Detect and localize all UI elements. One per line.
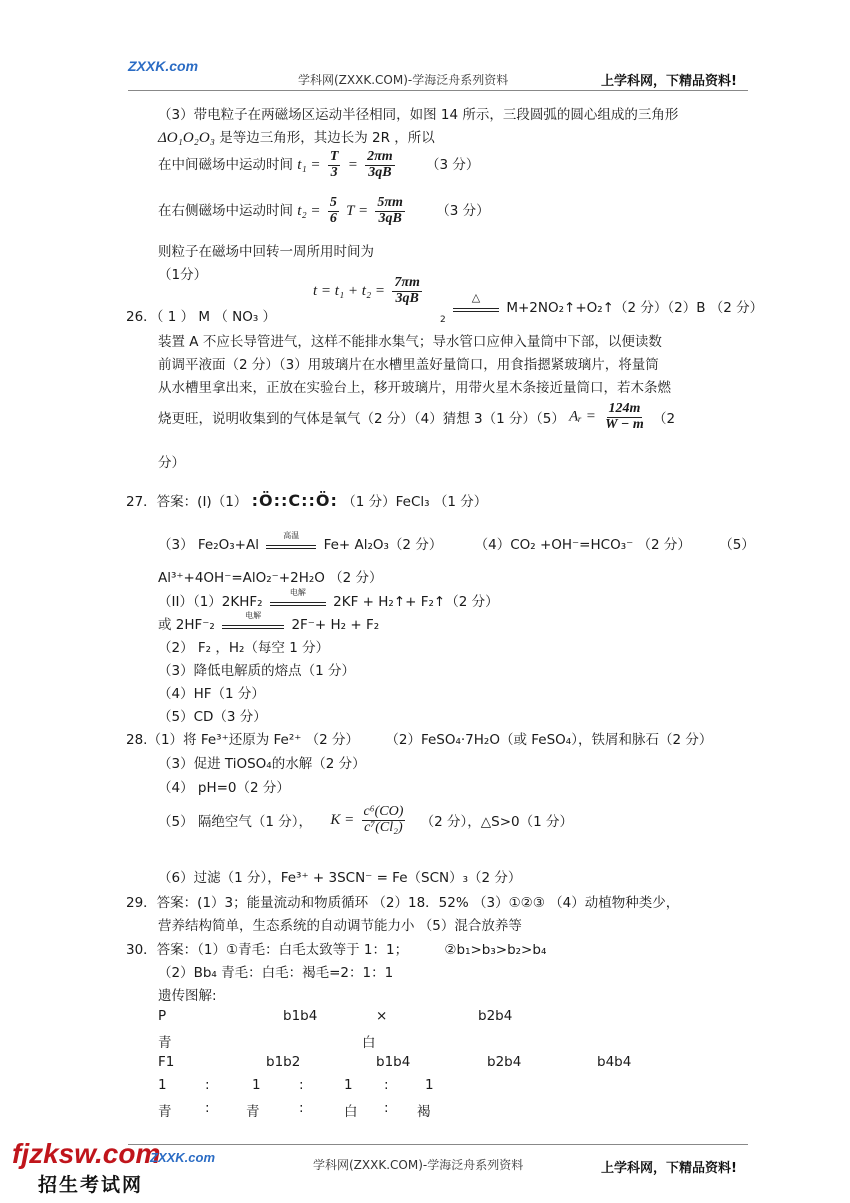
- q28-l1-a: 28.（1）将 Fe³⁺还原为 Fe²⁺ （2 分）: [126, 732, 360, 748]
- q30-l1-a: 30．答案：（1）①青毛：白毛太致等于 1：1；: [126, 942, 409, 958]
- q26-line5-text: 烧更旺，说明收集到的气体是氧气（2 分）（4）猜想 3（1 分）（5）: [158, 411, 565, 428]
- footer-logo: ZXXK.com: [150, 1150, 216, 1165]
- delta-symbol: △: [471, 291, 481, 304]
- q27-l5-a: （II）（1）2KHF₂: [158, 594, 263, 610]
- ratio-sep-3: :: [384, 1077, 389, 1093]
- right-f2-den: 3qB: [378, 210, 402, 226]
- q26-line5: [158, 402, 675, 432]
- Ar-symbol: Aᵣ =: [569, 408, 596, 425]
- ratio-sep-1: :: [205, 1077, 210, 1093]
- right-t: t₂ =: [297, 203, 321, 220]
- right-fraction-2: [375, 196, 405, 226]
- mid-f1-num: T: [329, 149, 339, 164]
- cross-symbol: ×: [376, 1008, 388, 1024]
- mid-fraction-1: [328, 150, 341, 180]
- f1-genotype-3: b2b4: [487, 1054, 522, 1070]
- q28-line2: （3）促进 TiOSO₄的水解（2 分）: [158, 756, 366, 772]
- footer-rule: [128, 1144, 748, 1145]
- K-fraction: [362, 805, 406, 835]
- q25-total-score: （1分）: [158, 267, 208, 283]
- phen-1: 青: [158, 1104, 172, 1120]
- q27-l6-a: 或 2HF⁻₂: [158, 617, 215, 633]
- footer-center-text: 学科网(ZXXK.COM)-学海泛舟系列资料: [313, 1158, 524, 1172]
- footer-watermark-cn: 招生考试网: [38, 1174, 144, 1196]
- q26-line4: 从水槽里拿出来，正放在实验台上，移开玻璃片，用带火星木条接近量筒口，若木条燃: [158, 380, 671, 396]
- q27-l3-b: Fe+ Al₂O₃（2 分）: [323, 537, 443, 553]
- total-num: 7πm: [394, 275, 420, 290]
- q27-line7: （2） F₂ ，H₂（每空 1 分）: [158, 640, 330, 656]
- q26-lead: 26．（ 1 ） M （ NO₃ ）: [126, 309, 277, 325]
- right-T: T =: [346, 203, 369, 220]
- q27-l3-d: （5）: [719, 537, 755, 553]
- electrolysis-arrow-2: [222, 611, 284, 633]
- right-f1-den: 6: [329, 210, 337, 226]
- p-phenotype-2: 白: [362, 1035, 376, 1051]
- mid-f2-num: 2πm: [367, 149, 393, 164]
- q27-l3-a: （3） Fe₂O₃+Al: [158, 537, 259, 553]
- q26-equation: [440, 291, 764, 325]
- total-fraction: [392, 276, 422, 306]
- p-genotype-2: b2b4: [478, 1008, 513, 1024]
- header-right-text: 上学科网，下精品资料!: [601, 74, 737, 89]
- q28-l4-a: （5） 隔绝空气（1 分），: [158, 814, 313, 831]
- q27-l6-b: 2F⁻+ H₂ + F₂: [291, 617, 380, 633]
- q28-line1: [126, 728, 712, 748]
- ratio-1: 1: [158, 1077, 167, 1093]
- right-fraction-1: [328, 196, 339, 226]
- heat-arrow: [453, 291, 499, 316]
- q29-line2: 营养结构简单，生态系统的自动调节能力小 （5）混合放养等: [158, 918, 522, 934]
- triangle-symbol: ΔO₁O₂O₃: [158, 130, 215, 146]
- k-den: c⁷(Cl₂): [364, 819, 403, 835]
- high-temp-label: 高温: [283, 531, 300, 540]
- q29-line1: 29．答案：(1）3；能量流动和物质循环 （2）18．52% （3）①②③ （4）动植物种类少，: [126, 895, 680, 911]
- mid-t: t₁ =: [297, 157, 321, 174]
- total-t: t = t₁ + t₂ =: [313, 283, 386, 300]
- phen-sep-3: :: [384, 1100, 389, 1116]
- co2-lewis-structure: :Ö::C::Ö:: [251, 491, 338, 510]
- mid-f1-den: 3: [330, 164, 338, 180]
- q27-line4: Al³⁺+4OH⁻=AlO₂⁻+2H₂O （2 分）: [158, 570, 383, 586]
- p-label: P: [158, 1008, 167, 1024]
- high-temp-arrow: [266, 531, 316, 553]
- q27-line1: [126, 490, 487, 510]
- K-symbol: K =: [330, 811, 355, 828]
- phen-sep-2: :: [299, 1100, 304, 1116]
- q25-line2: [158, 126, 435, 147]
- q30-l1-b: ②b₁>b₃>b₂>b₄: [444, 942, 547, 958]
- q28-line5: （6）过滤（1 分），Fe³⁺ + 3SCN⁻ = Fe（SCN）₃（2 分）: [158, 870, 522, 886]
- header-center-text: 学科网(ZXXK.COM)-学海泛舟系列资料: [298, 73, 509, 87]
- q26-eq-rest: M+2NO₂↑+O₂↑（2 分）（2）B （2 分）: [506, 300, 764, 316]
- q28-l4-b: （2 分），△S>0（1 分）: [420, 814, 574, 831]
- mid-label: 在中间磁场中运动时间: [158, 157, 293, 174]
- header-logo: [128, 58, 198, 74]
- q27-lead: 27．答案：(I)（1）: [126, 494, 248, 510]
- ar-den: W − m: [605, 416, 644, 432]
- q27-line9: （4）HF（1 分）: [158, 686, 265, 702]
- mid-fraction-2: [365, 150, 395, 180]
- q30-line2: （2）Bb₄ 青毛：白毛：褐毛=2：1：1: [158, 965, 394, 981]
- mid-f2-den: 3qB: [368, 164, 392, 180]
- q28-l1-b: （2）FeSO₄·7H₂O（或 FeSO₄），铁屑和脉石（2 分）: [385, 732, 713, 748]
- footer-watermark: [12, 1138, 160, 1170]
- right-f2-num: 5πm: [377, 195, 403, 210]
- right-score: （3 分）: [436, 203, 490, 220]
- q26-line3: 前调平液面（2 分）（3）用玻璃片在水槽里盖好量筒口，用食指摁紧玻璃片，将量筒: [158, 357, 659, 373]
- q26-line2: 装置 A 不应长导管进气，这样不能排水集气；导水管口应伸入量筒中下部，以便读数: [158, 334, 662, 350]
- k-num: c⁶(CO): [363, 804, 404, 819]
- q27-line10: （5）CD（3 分）: [158, 709, 267, 725]
- ratio-3: 1: [344, 1077, 353, 1093]
- q25-total-label: 则粒子在磁场中回转一周所用时间为: [158, 244, 374, 260]
- f1-genotype-2: b1b4: [376, 1054, 411, 1070]
- total-den: 3qB: [395, 290, 419, 306]
- ar-score: （2: [653, 411, 676, 428]
- f1-genotype-4: b4b4: [597, 1054, 632, 1070]
- f1-label: F1: [158, 1054, 175, 1070]
- q28-line4: [158, 805, 573, 835]
- p-genotype-1: b1b4: [283, 1008, 318, 1024]
- mid-score: （3 分）: [425, 157, 480, 174]
- q25-line1: （3）带电粒子在两磁场区运动半径相同，如图 14 所示，三段圆弧的圆心组成的三角形: [158, 107, 679, 123]
- q25-mid-time: 在中间磁场中运动时间 t₁ = $\frac{T}{3}$ = $\frac{2\pi m}{3qB}$ （3 分）: [158, 149, 480, 180]
- q30-line3: 遗传图解:: [158, 988, 217, 1004]
- q27-after-lewis: （1 分）FeCl₃ （1 分）: [342, 494, 488, 510]
- phen-4: 褐: [417, 1104, 431, 1120]
- p-phenotype-1: 青: [158, 1035, 172, 1051]
- q27-l5-b: 2KF + H₂↑+ F₂↑（2 分）: [333, 594, 499, 610]
- q25-right-time: [158, 196, 490, 226]
- f1-genotype-1: b1b2: [266, 1054, 301, 1070]
- ar-num: 124m: [608, 401, 641, 416]
- right-f1-num: 5: [329, 195, 337, 210]
- electrolysis-arrow-1: [270, 588, 326, 610]
- ratio-sep-2: :: [299, 1077, 304, 1093]
- phen-sep-1: :: [205, 1100, 210, 1116]
- header-logo-text: ZXXK.com: [128, 58, 199, 74]
- q25-line2-text: 是等边三角形，其边长为 2R ，所以: [219, 130, 435, 146]
- footer-right-text: 上学科网，下精品资料!: [601, 1161, 737, 1176]
- right-label: 在右侧磁场中运动时间: [158, 203, 293, 220]
- q27-l3-c: （4）CO₂ +OH⁻=HCO₃⁻ （2 分）: [474, 537, 691, 553]
- electrolysis-label-1: 电解: [289, 588, 306, 597]
- watermark-text: fjzksw.com: [12, 1138, 161, 1169]
- phen-3: 白: [344, 1104, 358, 1120]
- q27-line6: [158, 613, 379, 633]
- q27-line8: （3）降低电解质的熔点（1 分）: [158, 663, 355, 679]
- header-rule: [128, 90, 748, 91]
- ratio-4: 1: [425, 1077, 434, 1093]
- q27-line5: [158, 590, 499, 610]
- electrolysis-label-2: 电解: [245, 611, 262, 620]
- phen-2: 青: [246, 1104, 260, 1120]
- q30-line1: [126, 938, 546, 958]
- q26-subscript: 2: [440, 315, 446, 325]
- q26-line6: 分）: [158, 455, 185, 471]
- ratio-2: 1: [252, 1077, 261, 1093]
- q25-total-eq: [313, 276, 425, 306]
- Ar-fraction: [603, 402, 646, 432]
- q28-line3: （4） pH=0（2 分）: [158, 780, 290, 796]
- q27-line3: [158, 533, 755, 553]
